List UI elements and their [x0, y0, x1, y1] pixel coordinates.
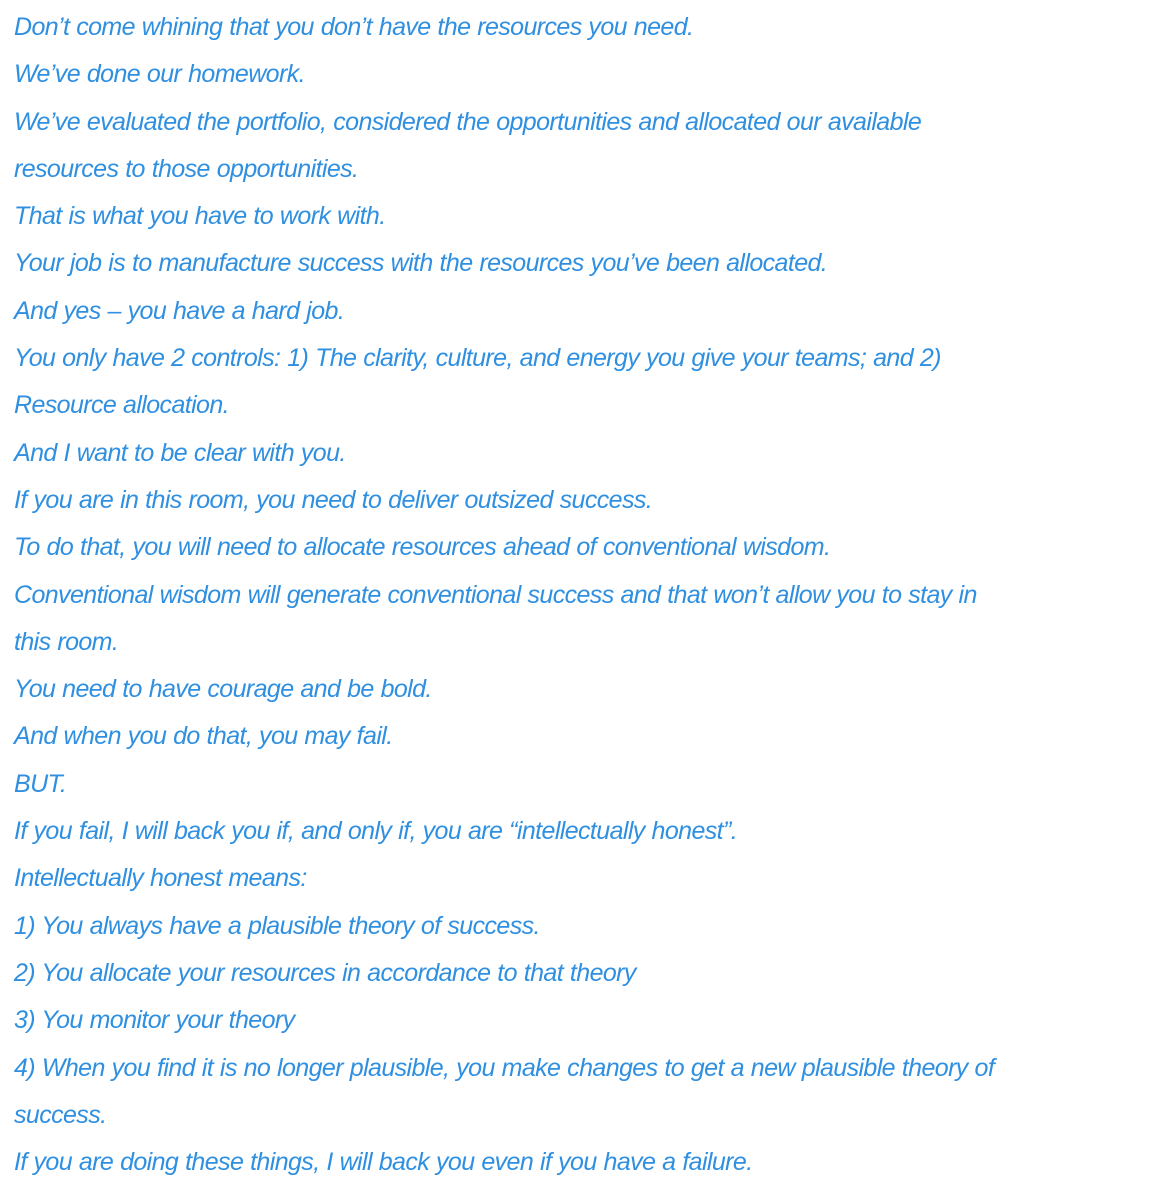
text-line: 2) You allocate your resources in accordance to that theory [14, 958, 636, 987]
text-line: If you are doing these things, I will back you even if you have a failure. [14, 1148, 753, 1177]
text-line: If you fail, I will back you if, and only if, you are “intellectually honest”. [14, 817, 738, 846]
text-line: Intellectually honest means: [14, 864, 307, 893]
text-line: Conventional wisdom will generate conventional success and that won’t allow you to stay in [14, 580, 977, 609]
text-line: BUT. [14, 769, 67, 798]
text-line: 3) You monitor your theory [14, 1006, 295, 1035]
text-line: this room. [14, 627, 119, 656]
text-line: You need to have courage and be bold. [14, 675, 432, 704]
text-line: And when you do that, you may fail. [14, 722, 393, 751]
text-line: We’ve done our homework. [14, 60, 305, 89]
text-line: And I want to be clear with you. [14, 438, 346, 467]
text-line: If you are in this room, you need to deliver outsized success. [14, 485, 653, 514]
text-line: To do that, you will need to allocate resources ahead of conventional wisdom. [14, 533, 831, 562]
text-line: You only have 2 controls: 1) The clarity, culture, and energy you give your teams; and 2) [14, 344, 941, 373]
text-line: 1) You always have a plausible theory of success. [14, 911, 540, 940]
text-line: Resource allocation. [14, 391, 230, 420]
text-line: success. [14, 1100, 107, 1129]
text-line: We’ve evaluated the portfolio, considered the opportunities and allocated our available [14, 107, 922, 136]
text-line: resources to those opportunities. [14, 154, 359, 183]
text-line: That is what you have to work with. [14, 202, 386, 231]
text-line: And yes – you have a hard job. [14, 296, 345, 325]
text-line: Your job is to manufacture success with the resources you’ve been allocated. [14, 249, 828, 278]
text-line: 4) When you find it is no longer plausible, you make changes to get a new plausible theory of [14, 1053, 995, 1082]
text-line: Don’t come whining that you don’t have the resources you need. [14, 13, 694, 41]
quote-text-block [14, 4, 1154, 1186]
